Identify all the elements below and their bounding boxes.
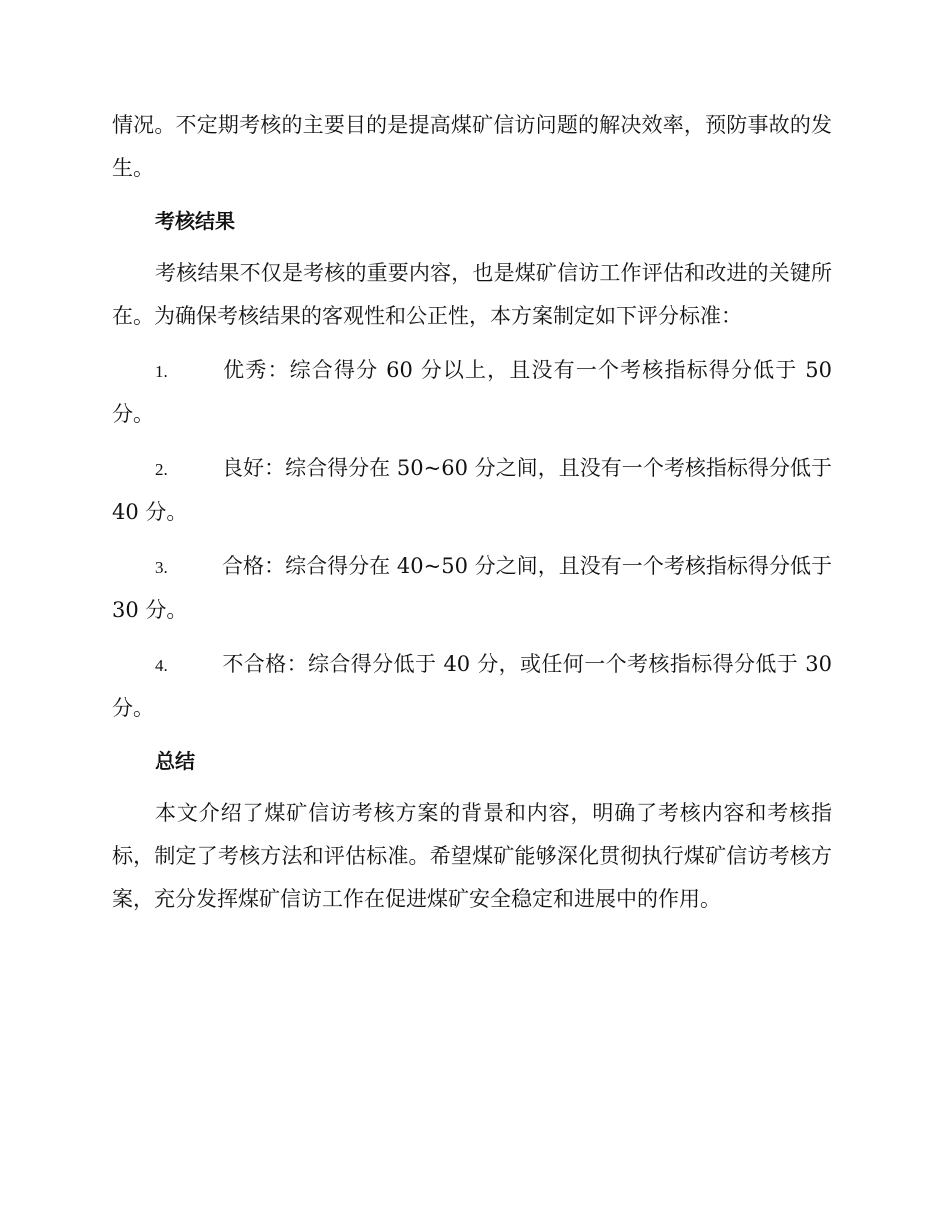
document-body: [112, 104, 832, 921]
list-item-text: 优秀：综合得分 60 分以上，且没有一个考核指标得分低于 50 分。: [112, 358, 832, 426]
list-item-number: 3.: [155, 558, 168, 577]
results-heading: 考核结果: [155, 209, 235, 233]
list-item: [112, 349, 832, 436]
results-paragraph: 考核结果不仅是考核的重要内容，也是煤矿信访工作评估和改进的关键所在。为确保考核结果的客观性和公正性，本方案制定如下评分标准：: [112, 261, 832, 328]
list-item: [112, 545, 832, 632]
list-item-number: 2.: [155, 460, 168, 479]
list-item-text: 良好：综合得分在 50~60 分之间，且没有一个考核指标得分低于 40 分。: [112, 456, 832, 524]
summary-heading: 总结: [155, 749, 195, 773]
list-item-text: 合格：综合得分在 40~50 分之间，且没有一个考核指标得分低于 30 分。: [112, 554, 832, 622]
grading-criteria-list: [112, 349, 832, 730]
list-item: [112, 643, 832, 730]
list-item-text: 不合格：综合得分低于 40 分，或任何一个考核指标得分低于 30 分。: [112, 652, 832, 720]
list-item-number: 1.: [155, 362, 168, 381]
list-item-number: 4.: [155, 656, 168, 675]
list-item: [112, 447, 832, 534]
summary-paragraph: 本文介绍了煤矿信访考核方案的背景和内容，明确了考核内容和考核指标，制定了考核方法和评估标准。希望煤矿能够深化贯彻执行煤矿信访考核方案，充分发挥煤矿信访工作在促进煤矿安全稳定和进展中的作用。: [112, 801, 832, 911]
intro-continuation-paragraph: 情况。不定期考核的主要目的是提高煤矿信访问题的解决效率，预防事故的发生。: [112, 113, 832, 180]
